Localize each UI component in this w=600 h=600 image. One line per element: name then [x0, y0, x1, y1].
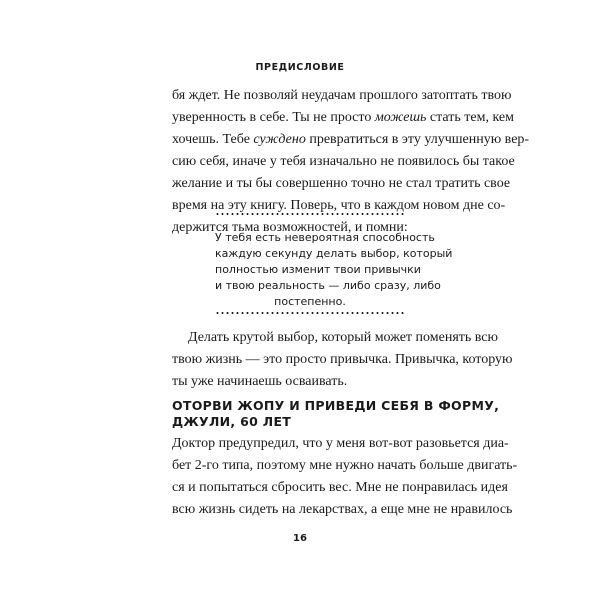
quote-line: полностью изменит твои привычки [215, 263, 421, 276]
text-line: Доктор предупредил, что у меня вот-вот разовьется диа- [172, 436, 509, 451]
pull-quote [215, 208, 453, 314]
text-line: ты уже начинаешь осваивать. [172, 374, 348, 389]
section-heading-line: ОТОРВИ ЖОПУ И ПРИВЕДИ СЕБЯ В ФОРМУ, [172, 398, 500, 413]
text-line: сию себя, иначе у тебя изначально не появилось бы такое [172, 154, 515, 169]
text-line: желание и ты бы совершенно точно не стал тратить свое [172, 176, 511, 191]
text-line: бя ждет. Не позволяй неудачам прошлого затоптать твою [172, 88, 512, 103]
pull-quote-text [215, 230, 453, 310]
emphasis-text: суждено [253, 132, 306, 147]
text-line: уверенность в себе. Ты не просто можешь стать тем, кем [172, 110, 514, 125]
section-heading-line: ДЖУЛИ, 60 ЛЕТ [172, 414, 292, 429]
text-line: ся и попытаться сбросить вес. Мне не понравилась идея [172, 480, 508, 495]
text-line: твою жизнь — это просто привычка. Привычка, которую [172, 352, 513, 367]
paragraph-2 [172, 327, 513, 393]
running-head: ПРЕДИСЛОВИЕ [255, 62, 345, 73]
paragraph-3 [172, 433, 518, 521]
text-line: время на эту книгу. Поверь, что в каждом новом дне со- [172, 198, 506, 213]
page-number: 16 [293, 533, 307, 544]
quote-line: постепенно. [274, 295, 346, 308]
text-line: бет 2-го типа, поэтому мне нужно начать больше двигать- [172, 458, 518, 473]
dotted-divider-bottom [215, 312, 405, 314]
quote-line: У тебя есть невероятная способность [215, 231, 435, 244]
emphasis-text: можешь [374, 110, 427, 125]
text-line: Делать крутой выбор, который может поменять всю [188, 330, 498, 345]
text-line: держится тьма возможностей, и помни: [172, 220, 408, 235]
section-heading [172, 398, 500, 430]
text-line: всю жизнь сидеть на лекарствах, а еще мне не нравилось [172, 502, 513, 517]
text-line: хочешь. Тебе суждено превратиться в эту улучшенную вер- [172, 132, 530, 147]
quote-line: каждую секунду делать выбор, который [215, 247, 453, 260]
dotted-divider-top [215, 213, 405, 215]
quote-line: и твою реальность — либо сразу, либо [215, 279, 441, 292]
